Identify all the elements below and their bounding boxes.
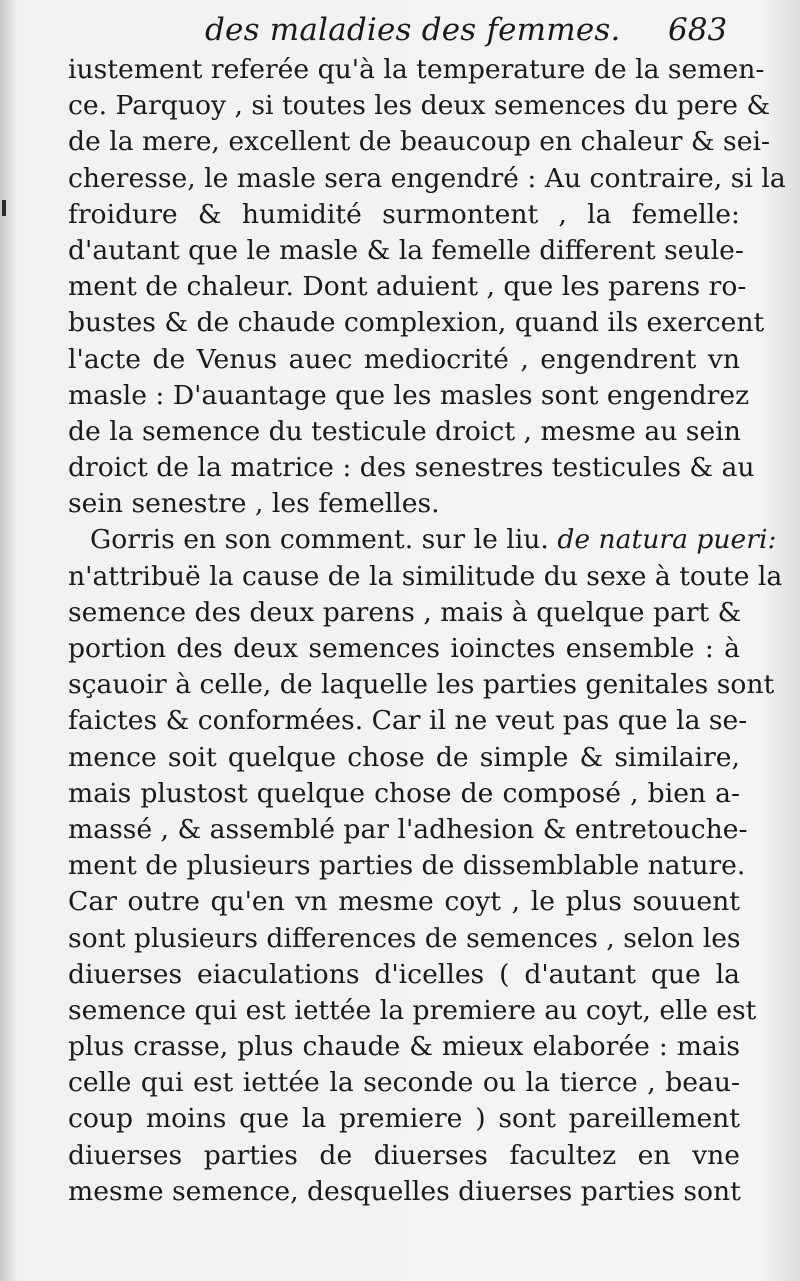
text-line: celle qui est iettée la seconde ou la tierce , beau- (68, 1067, 740, 1099)
text-line: plus crasse, plus chaude & mieux elaborée : mais (68, 1031, 740, 1063)
text-line: sçauoir à celle, de laquelle les parties genitales sont (68, 669, 775, 701)
text-line-start: Gorris en son comment. sur le liu. (90, 524, 549, 556)
text-line: froidure & humidité surmontent , la femelle: (68, 198, 740, 230)
text-line: droict de la matrice : des senestres testicules & au (68, 452, 755, 484)
page-number: 683 (668, 12, 728, 48)
text-line (68, 522, 777, 558)
text-line: semence des deux parens , mais à quelque part & (68, 596, 742, 628)
page-header (0, 6, 800, 50)
text-line: diuerses eiaculations d'icelles ( d'autant que la (68, 958, 740, 990)
text-line: sont plusieurs differences de semences , selon les (68, 922, 741, 954)
text-line: iustement referée qu'à la temperature de la semen- (68, 54, 765, 85)
text-line: mence soit quelque chose de simple & similaire, (68, 741, 740, 773)
text-line: coup moins que la premiere ) sont pareillement (68, 1103, 740, 1135)
text-line: n'attribuë la cause de la similitude du sexe à toute la (68, 560, 783, 592)
text-line: mais plustost quelque chose de composé , bien a- (68, 777, 740, 809)
text-line: masle : D'auantage que les masles sont engendrez (68, 379, 750, 411)
text-line: bustes & de chaude complexion, quand ils exercent (68, 307, 765, 339)
text-line: massé , & assemblé par l'adhesion & entretouche- (68, 813, 748, 845)
text-line: l'acte de Venus auec mediocrité , engendrent vn (68, 343, 740, 375)
text-line: diuerses parties de diuerses facultez en vne (68, 1139, 740, 1171)
text-line: sein senestre , les femelles. (68, 488, 440, 520)
text-line: Car outre qu'en vn mesme coyt , le plus souuent (68, 886, 740, 918)
text-line: semence qui est iettée la premiere au coyt, elle est (68, 994, 757, 1026)
text-line: portion des deux semences ioinctes ensemble : à (68, 633, 740, 664)
running-title: des maladies des femmes. (205, 12, 621, 48)
text-line: de la semence du testicule droict , mesme au sein (68, 415, 741, 447)
margin-mark (2, 200, 6, 216)
italic-title: de natura pueri: (557, 524, 777, 556)
text-line: d'autant que le masle & la femelle different seule- (68, 234, 744, 266)
text-line: de la mere, excellent de beaucoup en chaleur & sei- (68, 126, 770, 158)
text-line: mesme semence, desquelles diuerses parties sont (68, 1175, 741, 1207)
body-text (68, 52, 786, 1210)
text-line: ment de plusieurs parties de dissemblable nature. (68, 850, 746, 882)
text-line: cheresse, le masle sera engendré : Au contraire, si la (68, 162, 786, 194)
text-line: ce. Parquoy , si toutes les deux semences du pere & (68, 90, 771, 122)
text-line: faictes & conformées. Car il ne veut pas que la se- (68, 705, 748, 737)
text-line: ment de chaleur. Dont aduient , que les parens ro- (68, 271, 747, 303)
